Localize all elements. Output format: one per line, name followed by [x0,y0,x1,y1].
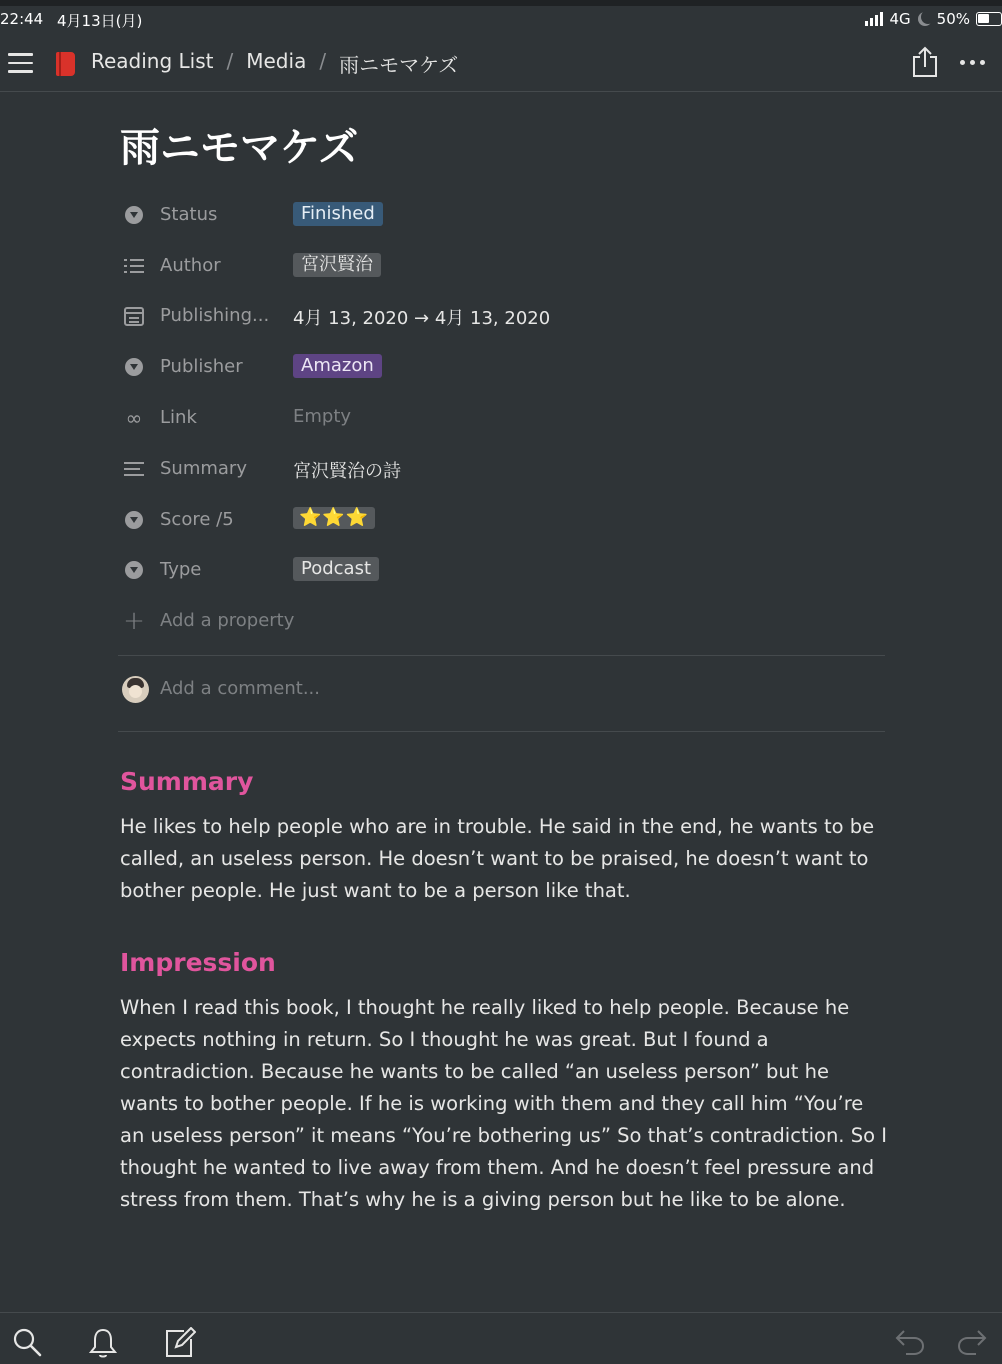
compose-icon[interactable] [164,1327,196,1359]
breadcrumb [91,49,458,78]
bell-icon[interactable] [88,1327,118,1359]
nav-bar [0,34,1002,92]
property-label: Status [160,204,218,225]
date-range-value[interactable]: 4月 13, 2020 → 4月 13, 2020 [293,308,551,329]
property-status[interactable] [122,200,882,230]
bottom-toolbar [0,1312,1002,1364]
share-icon[interactable] [910,46,940,78]
property-label: Score /5 [160,509,234,530]
text-icon [124,461,144,477]
breadcrumb-current-page[interactable]: 雨ニモマケズ [339,53,459,77]
property-author[interactable] [122,251,882,281]
property-label: Type [160,559,202,580]
divider [118,731,885,732]
circle-chevron-icon [125,511,143,529]
network-label: 4G [889,10,911,28]
property-link[interactable] [122,403,882,433]
property-summary[interactable] [122,454,882,484]
link-value-empty[interactable]: Empty [293,406,352,427]
book-icon [56,52,75,76]
plus-icon: + [123,606,145,636]
status-indicators [865,10,1002,28]
redo-icon[interactable] [956,1327,988,1357]
comment-input[interactable]: Add a comment... [160,678,321,699]
add-property-button[interactable] [122,606,882,636]
score-stars-tag[interactable]: ⭐⭐⭐ [293,507,375,529]
summary-paragraph[interactable]: He likes to help people who are in trouble. He said in the end, he wants to be called, an useless person. He doesn’t want to be praised, he doesn’t want to bother people. He just want to be a person like that. [120,815,875,902]
battery-icon [976,12,1002,26]
undo-icon[interactable] [894,1327,926,1357]
page-title[interactable]: 雨ニモマケズ [120,125,359,171]
property-type[interactable] [122,555,882,585]
breadcrumb-media[interactable]: Media [246,49,307,73]
moon-icon [921,10,935,24]
more-options-icon[interactable] [960,60,992,66]
publisher-tag[interactable]: Amazon [293,354,382,378]
calendar-icon [124,307,144,326]
property-label: Summary [160,458,247,479]
property-publishing-date[interactable] [122,301,882,331]
breadcrumb-separator: / [319,49,327,73]
circle-chevron-icon [125,561,143,579]
impression-heading[interactable]: Impression [120,948,276,977]
breadcrumb-reading-list[interactable]: Reading List [91,49,214,73]
author-tag[interactable]: 宮沢賢治 [293,253,381,277]
avatar [122,676,149,703]
property-publisher[interactable] [122,352,882,382]
property-score[interactable] [122,505,882,535]
status-time: 22:44 [0,10,44,28]
summary-heading[interactable]: Summary [120,767,254,796]
list-icon [124,258,144,274]
impression-paragraph[interactable]: When I read this book, I thought he really liked to help people. Because he expects nothing in return. So I thought he was great. But I found a contradiction. Because he wants to be called “an useless person” but he wants to bother people. If he is working with them and they call him “You’re an useless person” it means “You’re bothering us” So that’s contradiction. So I thought he wanted to live away from them. And he doesn’t feel pressure and stress from them. That’s why he is a giving person but he like to be alone. [120,996,887,1211]
divider [118,655,885,656]
search-icon[interactable] [12,1327,42,1357]
battery-label: 50% [936,10,970,28]
circle-chevron-icon [125,206,143,224]
property-label: Author [160,255,221,276]
property-label: Publisher [160,356,243,377]
status-badge[interactable]: Finished [293,202,383,226]
menu-icon[interactable] [8,53,33,73]
property-label: Publishing... [160,305,270,326]
summary-value[interactable]: 宮沢賢治の詩 [293,461,401,482]
circle-chevron-icon [125,358,143,376]
property-label: Link [160,407,197,428]
link-icon: ∞ [125,406,143,430]
status-date: 4月13日(月) [57,12,143,30]
add-property-label: Add a property [160,610,295,631]
breadcrumb-separator: / [226,49,234,73]
signal-icon [865,12,883,26]
type-tag[interactable]: Podcast [293,557,379,581]
status-bar [0,6,1002,34]
